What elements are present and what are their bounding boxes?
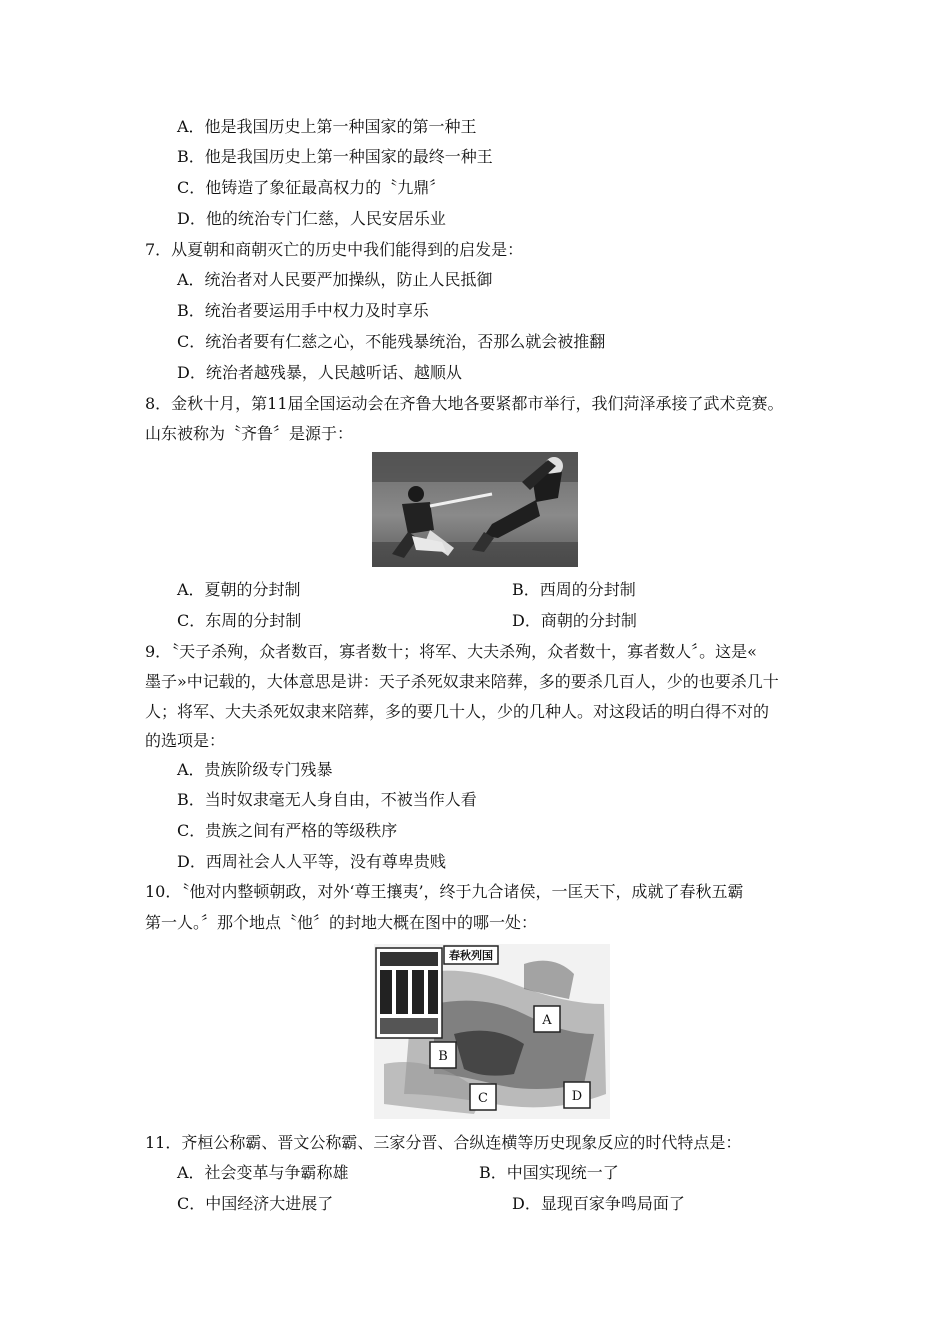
q11-option-b: B．中国实现统一了 [479,1163,619,1182]
wushu-photo [372,452,578,567]
wushu-photo-graphic [372,452,578,567]
q11-option-c: C．中国经济大进展了 [177,1194,334,1213]
q7-option-b: B．统治者要运用手中权力及时享乐 [177,301,429,320]
q10-stem-line-1: 10．〝他对内整顿朝政，对外‘尊王攘夷’，终于九合诸侯，一匡天下，成就了春秋五霸 [145,882,744,901]
q9-stem-line-1: 9．〝天子杀殉，众者数百，寡者数十；将军、大夫杀殉，众者数十，寡者数人〞。这是« [145,642,757,661]
q7-option-d: D．统治者越残暴，人民越听话、越顺从 [177,363,462,382]
q9-stem-line-3: 人；将军、大夫杀死奴隶来陪葬，多的要几十人，少的几种人。对这段话的明白得不对的 [145,702,770,721]
map-label-b: B [438,1049,448,1064]
q6-option-d: D．他的统治专门仁慈，人民安居乐业 [177,209,446,228]
q6-option-b: B．他是我国历史上第一种国家的最终一种王 [177,147,493,166]
map-label-d: D [571,1089,583,1104]
q6-option-a: A．他是我国历史上第一种国家的第一种王 [177,117,477,136]
spring-autumn-map [374,944,610,1119]
q7-stem: 7．从夏朝和商朝灭亡的历史中我们能得到的启发是： [145,240,524,259]
spring-autumn-map-graphic [374,944,610,1119]
q9-stem-line-2: 墨子»中记载的，大体意思是讲：天子杀死奴隶来陪葬，多的要杀几百人，少的也要杀几十 [145,672,779,691]
q7-option-c: C．统治者要有仁慈之心，不能残暴统治，否那么就会被推翻 [177,332,606,351]
q11-option-a: A．社会变革与争霸称雄 [177,1163,349,1182]
map-label-c: C [478,1091,488,1106]
q9-option-b: B．当时奴隶毫无人身自由，不被当作人看 [177,790,477,809]
q11-stem: 11．齐桓公称霸、晋文公称霸、三家分晋、合纵连横等历史现象反应的时代特点是： [145,1133,742,1152]
map-title: 春秋列国 [449,949,493,962]
q9-option-d: D．西周社会人人平等，没有尊卑贵贱 [177,852,446,871]
q9-option-a: A．贵族阶级专门残暴 [177,760,333,779]
q8-option-b: B．西周的分封制 [512,580,636,599]
q8-stem-line-2: 山东被称为〝齐鲁〞是源于： [145,424,354,443]
q11-option-d: D．显现百家争鸣局面了 [512,1194,685,1213]
q9-option-c: C．贵族之间有严格的等级秩序 [177,821,398,840]
map-label-a: A [542,1013,552,1028]
q8-stem-line-1: 8．金秋十月，第11届全国运动会在齐鲁大地各要紧都市举行，我们菏泽承接了武术竞赛。 [145,394,784,413]
q6-option-c: C．他铸造了象征最高权力的〝九鼎〞 [177,178,446,197]
q8-option-c: C．东周的分封制 [177,611,302,630]
q10-stem-line-2: 第一人。〞那个地点〝他〞的封地大概在图中的哪一处： [145,913,538,932]
q9-stem-line-4: 的选项是： [145,731,226,750]
q8-option-a: A．夏朝的分封制 [177,580,301,599]
q7-option-a: A．统治者对人民要严加操纵，防止人民抵御 [177,270,493,289]
q8-option-d: D．商朝的分封制 [512,611,637,630]
